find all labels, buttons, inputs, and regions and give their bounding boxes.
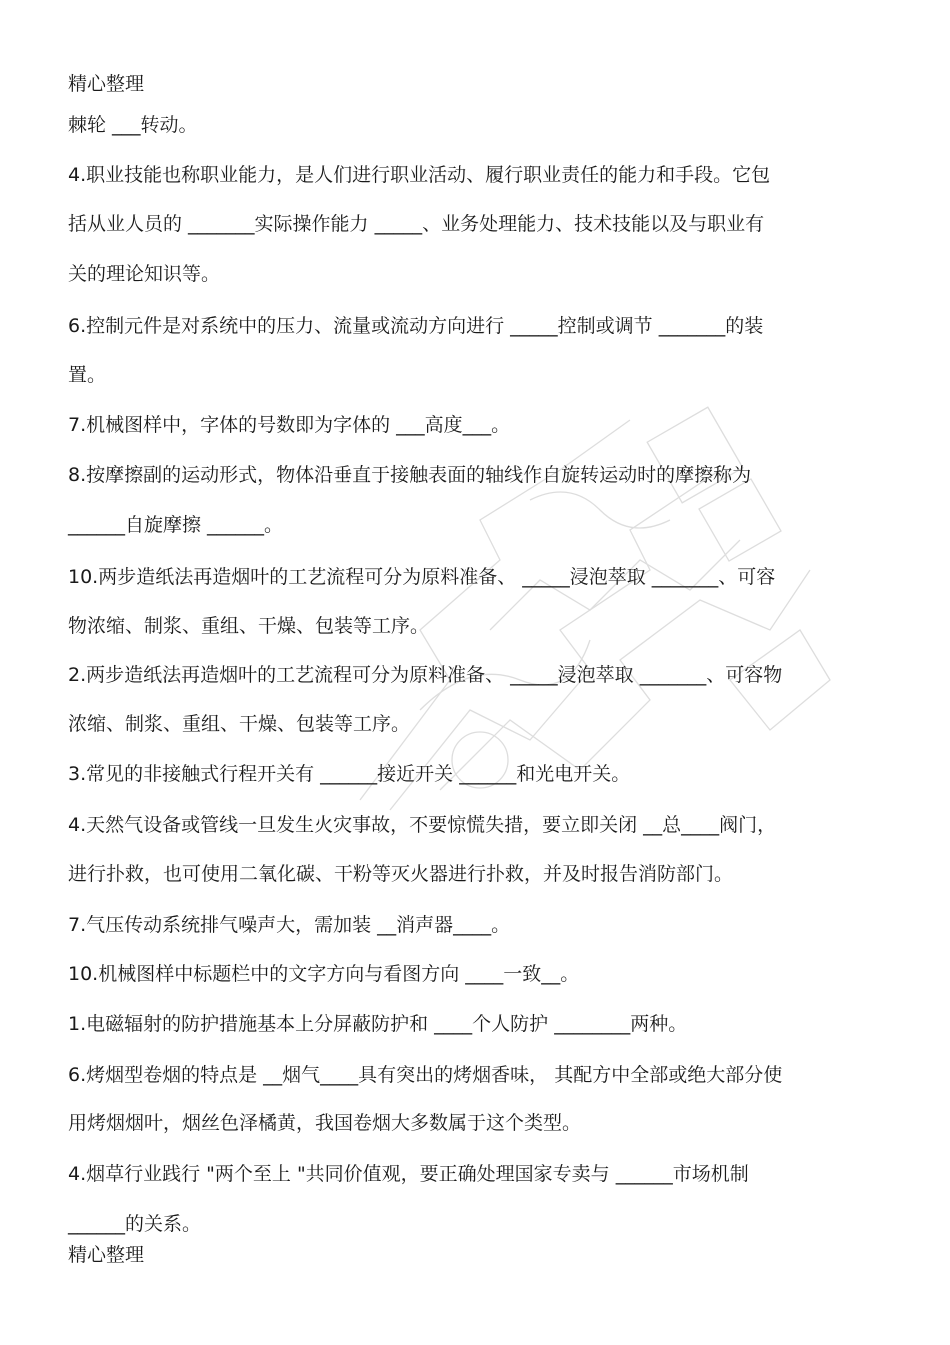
text-line: 关的理论知识等。: [68, 263, 221, 285]
text-line: 置。: [68, 364, 107, 386]
text-line: 浓缩、制浆、重组、干燥、包装等工序。: [68, 713, 411, 735]
text-line: 棘轮 ___转动。: [68, 114, 198, 136]
text-line: 6.控制元件是对系统中的压力、流量或流动方向进行 _____控制或调节 _______的装: [68, 315, 764, 337]
page-footer: 精心整理: [68, 1244, 145, 1266]
text-line: 7.机械图样中，字体的号数即为字体的 ___高度___。: [68, 414, 511, 436]
text-line: 1.电磁辐射的防护措施基本上分屏蔽防护和 ____个人防护 ________两种。: [68, 1013, 688, 1035]
text-line: 4.天然气设备或管线一旦发生火灾事故，不要惊慌失措，要立即关闭 __总____阀门，: [68, 814, 777, 836]
text-line: 物浓缩、制浆、重组、干燥、包装等工序。: [68, 615, 430, 637]
page-header: 精心整理: [68, 73, 145, 95]
text-line: 括从业人员的 _______实际操作能力 _____、业务处理能力、技术技能以及与职业有: [68, 213, 765, 235]
text-line: 3.常见的非接触式行程开关有 ______接近开关 ______和光电开关。: [68, 763, 631, 785]
text-line: 7.气压传动系统排气噪声大，需加装 __消声器____。: [68, 914, 511, 936]
text-line: 10.两步造纸法再造烟叶的工艺流程可分为原料准备、 _____浸泡萃取 _______、可容: [68, 566, 776, 588]
watermark-graphic: [330, 380, 850, 820]
text-line: 4.烟草行业践行 "两个至上 "共同价值观，要正确处理国家专卖与 ______市场机制: [68, 1163, 749, 1185]
text-line: ______的关系。: [68, 1213, 202, 1235]
text-line: 10.机械图样中标题栏中的文字方向与看图方向 ____一致__。: [68, 963, 580, 985]
text-line: 6.烤烟型卷烟的特点是 __烟气____具有突出的烤烟香味， 其配方中全部或绝大部分使: [68, 1064, 783, 1086]
text-line: 4.职业技能也称职业能力，是人们进行职业活动、履行职业责任的能力和手段。它包: [68, 164, 771, 186]
text-line: 用烤烟烟叶，烟丝色泽橘黄，我国卷烟大多数属于这个类型。: [68, 1112, 582, 1134]
text-line: 8.按摩擦副的运动形式，物体沿垂直于接触表面的轴线作自旋转运动时的摩擦称为: [68, 464, 752, 486]
text-line: 2.两步造纸法再造烟叶的工艺流程可分为原料准备、 _____浸泡萃取 _______、可容物: [68, 664, 783, 686]
text-line: 进行扑救，也可使用二氧化碳、干粉等灭火器进行扑救，并及时报告消防部门。: [68, 863, 734, 885]
text-line: ______自旋摩擦 ______。: [68, 514, 284, 536]
